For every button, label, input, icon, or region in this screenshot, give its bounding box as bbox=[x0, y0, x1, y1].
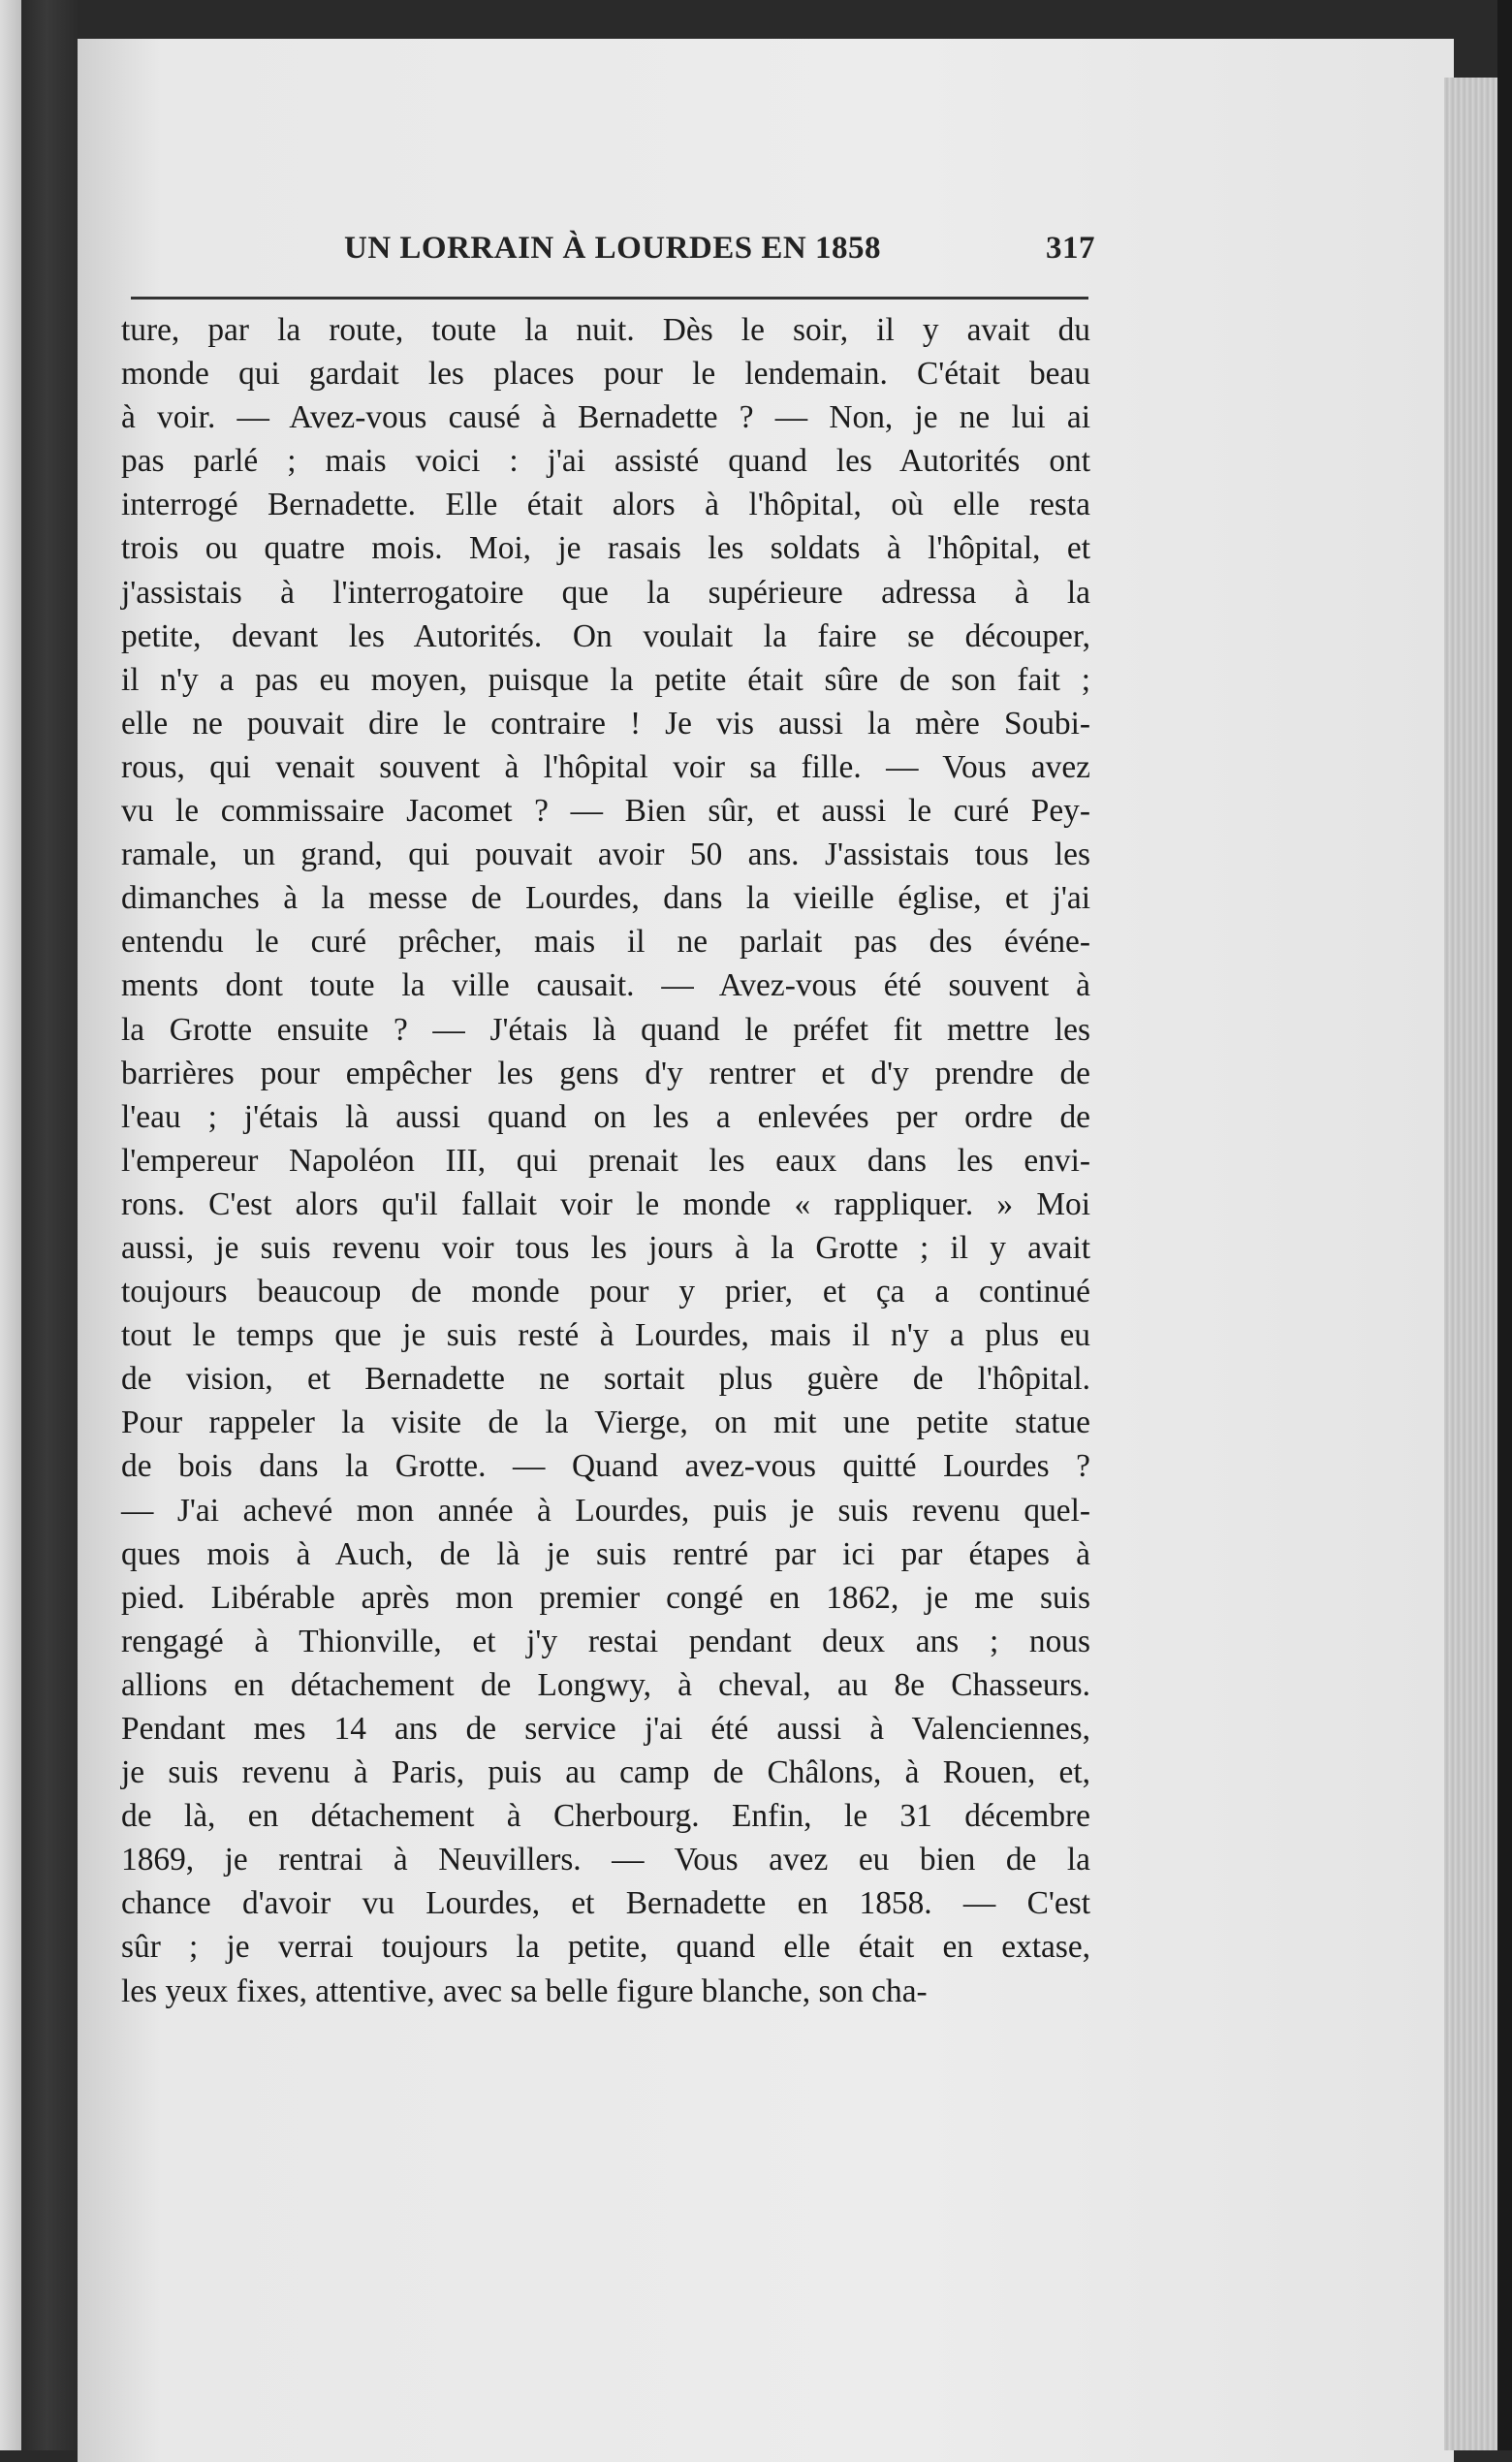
text-line: de bois dans la Grotte. — Quand avez-vous quitté Lourdes ? bbox=[121, 1448, 1090, 1485]
page-number: 317 bbox=[1046, 231, 1095, 266]
text-line: pas parlé ; mais voici : j'ai assisté quand les Autorités ont bbox=[121, 443, 1090, 480]
text-line: petite, devant les Autorités. On voulait la faire se découper, bbox=[121, 617, 1090, 654]
text-line: j'assistais à l'interrogatoire que la supérieure adressa à la bbox=[121, 574, 1090, 611]
text-line: il n'y a pas eu moyen, puisque la petite était sûre de son fait ; bbox=[121, 661, 1090, 698]
text-line: rons. C'est alors qu'il fallait voir le monde « rappliquer. » Moi bbox=[121, 1185, 1090, 1222]
text-line: sûr ; je verrai toujours la petite, quand elle était en extase, bbox=[121, 1929, 1090, 1966]
header-rule bbox=[131, 297, 1088, 300]
text-line: barrières pour empêcher les gens d'y rentrer et d'y prendre de bbox=[121, 1055, 1090, 1091]
text-line: ments dont toute la ville causait. — Avez-vous été souvent à bbox=[121, 967, 1090, 1004]
scan-border bbox=[1497, 0, 1512, 2450]
text-line: aussi, je suis revenu voir tous les jours à la Grotte ; il y avait bbox=[121, 1229, 1090, 1266]
text-line: ture, par la route, toute la nuit. Dès le soir, il y avait du bbox=[121, 312, 1090, 348]
text-line: entendu le curé prêcher, mais il ne parlait pas des événe- bbox=[121, 924, 1090, 961]
text-line: interrogé Bernadette. Elle était alors à l'hôpital, où elle resta bbox=[121, 487, 1090, 523]
text-line: pied. Libérable après mon premier congé en 1862, je me suis bbox=[121, 1579, 1090, 1616]
text-line: je suis revenu à Paris, puis au camp de Châlons, à Rouen, et, bbox=[121, 1754, 1090, 1791]
previous-page-edge bbox=[0, 0, 21, 2450]
text-line: ques mois à Auch, de là je suis rentré par ici par étapes à bbox=[121, 1535, 1090, 1572]
running-title: UN LORRAIN À LOURDES EN 1858 bbox=[344, 231, 881, 266]
text-line: de vision, et Bernadette ne sortait plus guère de l'hôpital. bbox=[121, 1361, 1090, 1398]
text-line: 1869, je rentrai à Neuvillers. — Vous avez eu bien de la bbox=[121, 1842, 1090, 1878]
text-line: de là, en détachement à Cherbourg. Enfin, le 31 décembre bbox=[121, 1798, 1090, 1835]
text-line: trois ou quatre mois. Moi, je rasais les soldats à l'hôpital, et bbox=[121, 530, 1090, 567]
text-line: dimanches à la messe de Lourdes, dans la vieille église, et j'ai bbox=[121, 880, 1090, 917]
text-line: chance d'avoir vu Lourdes, et Bernadette en 1858. — C'est bbox=[121, 1885, 1090, 1922]
running-header bbox=[344, 231, 1095, 279]
text-line: allions en détachement de Longwy, à cheval, au 8e Chasseurs. bbox=[121, 1666, 1090, 1703]
text-line: à voir. — Avez-vous causé à Bernadette ? — Non, je ne lui ai bbox=[121, 399, 1090, 436]
text-line: tout le temps que je suis resté à Lourdes, mais il n'y a plus eu bbox=[121, 1317, 1090, 1354]
text-line: la Grotte ensuite ? — J'étais là quand le préfet fit mettre les bbox=[121, 1011, 1090, 1048]
text-line: toujours beaucoup de monde pour y prier, et ça a continué bbox=[121, 1274, 1090, 1310]
text-line: ramale, un grand, qui pouvait avoir 50 ans. J'assistais tous les bbox=[121, 836, 1090, 873]
text-line: rous, qui venait souvent à l'hôpital voir sa fille. — Vous avez bbox=[121, 748, 1090, 785]
text-line: l'eau ; j'étais là aussi quand on les a enlevées per ordre de bbox=[121, 1098, 1090, 1135]
text-line: vu le commissaire Jacomet ? — Bien sûr, et aussi le curé Pey- bbox=[121, 793, 1090, 830]
text-line: les yeux fixes, attentive, avec sa belle figure blanche, son cha- bbox=[121, 1973, 928, 2009]
text-line: monde qui gardait les places pour le lendemain. C'était beau bbox=[121, 356, 1090, 393]
text-line: rengagé à Thionville, et j'y restai pendant deux ans ; nous bbox=[121, 1623, 1090, 1659]
text-line: Pendant mes 14 ans de service j'ai été aussi à Valenciennes, bbox=[121, 1711, 1090, 1747]
text-line: elle ne pouvait dire le contraire ! Je vis aussi la mère Soubi- bbox=[121, 705, 1090, 742]
text-line: l'empereur Napoléon III, qui prenait les eaux dans les envi- bbox=[121, 1142, 1090, 1179]
body-text bbox=[121, 308, 1090, 2013]
text-line: Pour rappeler la visite de la Vierge, on mit une petite statue bbox=[121, 1405, 1090, 1441]
text-line: — J'ai achevé mon année à Lourdes, puis je suis revenu quel- bbox=[121, 1492, 1090, 1529]
